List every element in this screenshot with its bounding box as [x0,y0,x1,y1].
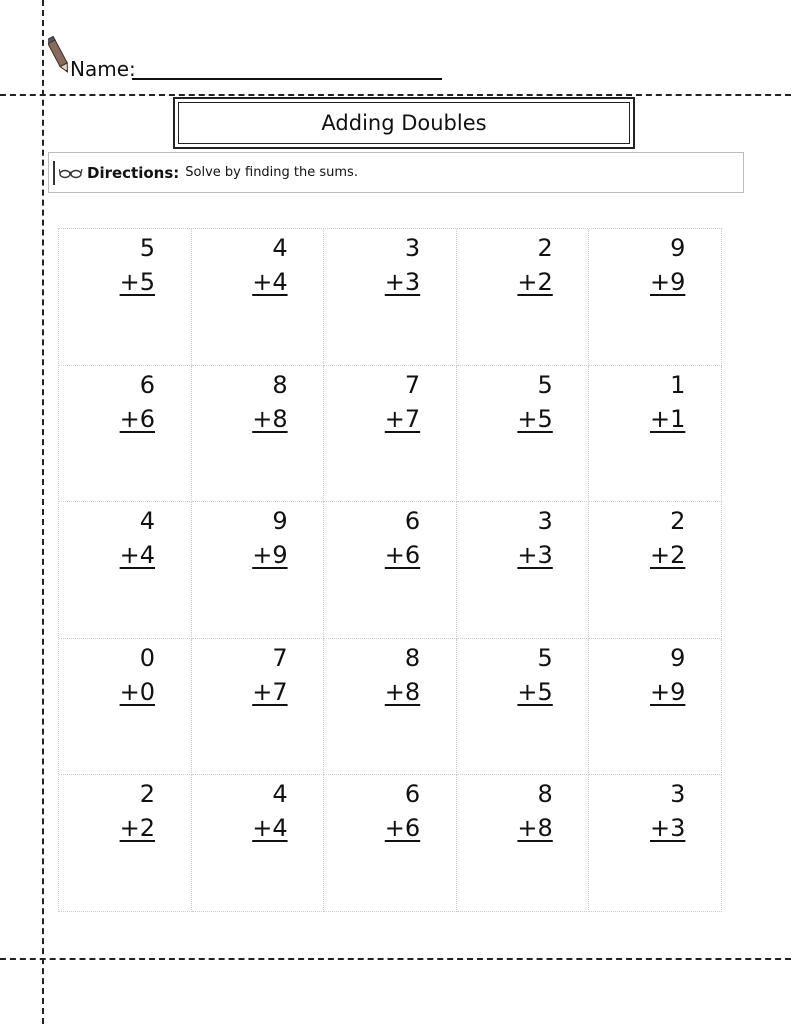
problem-bottom: +4 [252,814,288,843]
problem-top: 5 [139,234,155,262]
problem-bottom: +3 [517,541,553,570]
addition-problem [242,368,288,436]
problem-bottom: +3 [384,268,421,296]
page-title: Adding Doubles [178,102,630,144]
addition-problem [374,368,420,436]
addition-problem [242,777,288,845]
problem-bottom: +2 [517,268,553,296]
problem-top: 8 [272,370,288,399]
problem-grid [58,228,722,912]
problem-cell[interactable] [192,502,325,639]
problem-top: 2 [139,780,155,809]
directions-bar [53,161,55,185]
problem-bottom: +5 [517,677,553,706]
addition-problem [374,777,420,845]
problem-top: 4 [272,780,288,809]
addition-problem [374,504,420,572]
addition-problem [639,504,685,572]
problem-top: 3 [670,780,686,809]
problem-bottom: +8 [517,814,553,843]
problem-cell[interactable] [457,366,590,503]
problem-bottom: +6 [119,404,155,433]
addition-problem [109,777,155,845]
addition-problem [507,368,553,436]
problem-bottom: +9 [650,268,686,296]
addition-problem [374,641,420,709]
problem-top: 7 [404,370,421,399]
problem-cell[interactable] [589,229,722,366]
problem-bottom: +6 [384,541,421,570]
addition-problem [109,504,155,572]
problem-cell[interactable] [324,775,457,912]
addition-problem [507,504,553,572]
problem-top: 0 [139,643,155,672]
problem-bottom: +4 [119,541,155,570]
problem-cell[interactable] [324,229,457,366]
problem-cell[interactable] [324,366,457,503]
problem-top: 5 [537,643,553,672]
problem-bottom: +9 [650,677,686,706]
addition-problem [109,641,155,709]
problem-cell[interactable] [59,775,192,912]
addition-problem [374,231,420,299]
problem-cell[interactable] [59,502,192,639]
problem-cell[interactable] [457,229,590,366]
name-field[interactable] [132,78,442,80]
problem-bottom: +9 [252,541,288,570]
problem-bottom: +5 [517,404,553,433]
problem-top: 4 [139,507,155,536]
problem-top: 2 [537,234,553,262]
problem-cell[interactable] [589,775,722,912]
problem-top: 8 [404,643,421,672]
problem-bottom: +7 [384,404,421,433]
problem-cell[interactable] [457,639,590,776]
problem-cell[interactable] [59,366,192,503]
addition-problem [507,231,553,299]
problem-cell[interactable] [192,775,325,912]
problem-bottom: +4 [252,268,288,296]
problem-top: 1 [670,370,686,399]
problem-cell[interactable] [457,502,590,639]
problem-cell[interactable] [457,775,590,912]
addition-problem [639,777,685,845]
problem-top: 9 [670,643,686,672]
problem-bottom: +8 [252,404,288,433]
addition-problem [639,231,685,299]
glasses-icon [59,167,83,179]
problem-bottom: +0 [119,677,155,706]
problem-cell[interactable] [589,366,722,503]
pencil-icon [48,34,70,78]
addition-problem [242,641,288,709]
problem-cell[interactable] [589,639,722,776]
problem-top: 3 [404,234,421,262]
addition-problem [242,231,288,299]
addition-problem [639,368,685,436]
problem-top: 6 [139,370,155,399]
problem-bottom: +1 [650,404,686,433]
problem-top: 6 [404,780,421,809]
addition-problem [109,368,155,436]
problem-bottom: +8 [384,677,421,706]
problem-top: 7 [272,643,288,672]
addition-problem [507,777,553,845]
problem-bottom: +2 [119,814,155,843]
title-box [173,97,635,149]
addition-problem [639,641,685,709]
problem-bottom: +2 [650,541,686,570]
directions-box [48,152,744,193]
top-cut-line [0,94,791,96]
problem-top: 9 [272,507,288,536]
problem-bottom: +3 [650,814,686,843]
addition-problem [109,231,155,299]
problem-cell[interactable] [192,639,325,776]
problem-cell[interactable] [324,639,457,776]
problem-bottom: +5 [119,268,155,296]
problem-top: 9 [670,234,686,262]
problem-cell[interactable] [59,229,192,366]
problem-bottom: +7 [252,677,288,706]
problem-cell[interactable] [192,366,325,503]
problem-top: 2 [670,507,686,536]
problem-top: 5 [537,370,553,399]
bottom-cut-line [0,958,791,960]
problem-bottom: +6 [384,814,421,843]
problem-top: 8 [537,780,553,809]
problem-cell[interactable] [324,502,457,639]
addition-problem [507,641,553,709]
vertical-cut-line [42,0,44,1024]
name-row [48,34,468,84]
problem-top: 6 [404,507,421,536]
problem-top: 3 [537,507,553,536]
problem-cell[interactable] [192,229,325,366]
problem-cell[interactable] [589,502,722,639]
addition-problem [242,504,288,572]
directions-label: Directions: [87,163,180,182]
problem-top: 4 [272,234,288,262]
directions-text: Solve by finding the sums. [185,165,358,180]
problem-cell[interactable] [59,639,192,776]
name-label: Name: [70,57,136,81]
